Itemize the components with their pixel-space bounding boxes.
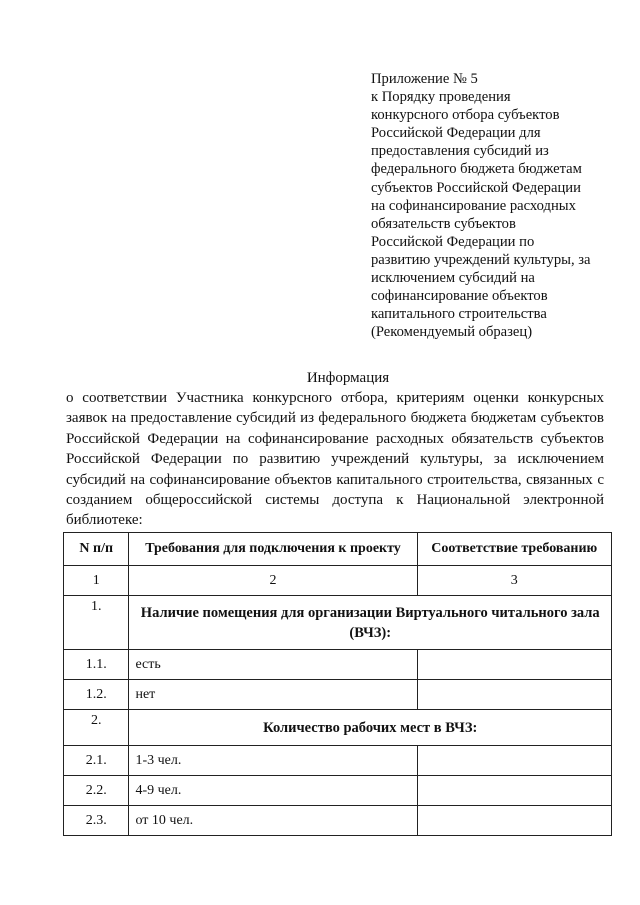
- section-number: 1.: [64, 596, 129, 650]
- section-title: Количество рабочих мест в ВЧЗ:: [129, 710, 612, 746]
- annex-line: софинансирование объектов: [371, 288, 548, 305]
- info-title: Информация: [306, 370, 390, 386]
- column-number: 3: [417, 566, 611, 596]
- row-number: 2.1.: [64, 746, 129, 776]
- requirements-table: [63, 532, 612, 836]
- annex-line: (Рекомендуемый образец): [371, 324, 533, 341]
- row-text: 1-3 чел.: [129, 746, 417, 776]
- compliance-cell[interactable]: [417, 746, 611, 776]
- table-row: [64, 680, 612, 710]
- column-numbers-row: [64, 566, 612, 596]
- table-row: [64, 806, 612, 836]
- annex-line: Приложение № 5: [371, 71, 478, 87]
- annex-line: на софинансирование расходных: [371, 197, 576, 214]
- column-number: 2: [129, 566, 417, 596]
- header-compliance: Соответствие требованию: [417, 533, 611, 566]
- annex-line: Российской Федерации для: [371, 125, 541, 142]
- annex-line: предоставления субсидий из: [371, 143, 549, 160]
- table-row: [64, 650, 612, 680]
- annex-line: к Порядку проведения: [371, 89, 511, 106]
- row-number: 1.1.: [64, 650, 129, 680]
- table-row: [64, 746, 612, 776]
- row-number: 1.2.: [64, 680, 129, 710]
- row-number: 2.2.: [64, 776, 129, 806]
- section-row: [64, 710, 612, 746]
- annex-line: субъектов Российской Федерации: [371, 179, 581, 196]
- header-number: N п/п: [64, 533, 129, 566]
- row-text: 4-9 чел.: [129, 776, 417, 806]
- table-header-row: [64, 533, 612, 566]
- annex-line: развитию учреждений культуры, за: [371, 251, 591, 268]
- annex-header: [371, 70, 621, 341]
- column-number: 1: [64, 566, 129, 596]
- header-requirements: Требования для подключения к проекту: [129, 533, 417, 566]
- annex-line: федерального бюджета бюджетам: [371, 161, 582, 178]
- annex-line: капитального строительства: [371, 306, 547, 323]
- annex-line: исключением субсидий на: [371, 270, 535, 287]
- compliance-cell[interactable]: [417, 650, 611, 680]
- row-number: 2.3.: [64, 806, 129, 836]
- annex-line: обязательств субъектов: [371, 215, 516, 232]
- compliance-cell[interactable]: [417, 776, 611, 806]
- section-row: [64, 596, 612, 650]
- section-title: Наличие помещения для организации Виртуального читального зала (ВЧЗ):: [129, 596, 612, 650]
- row-text: нет: [129, 680, 417, 710]
- table-row: [64, 776, 612, 806]
- compliance-cell[interactable]: [417, 680, 611, 710]
- annex-line: Российской Федерации по: [371, 233, 535, 250]
- row-text: от 10 чел.: [129, 806, 417, 836]
- compliance-cell[interactable]: [417, 806, 611, 836]
- row-text: есть: [129, 650, 417, 680]
- section-number: 2.: [64, 710, 129, 746]
- info-body: о соответствии Участника конкурсного отбора, критериям оценки конкурсных заявок на предоставление субсидий из федерального бюджета бюджетам субъектов Российской Федерации на софинансирование расходных обязательств субъектов Российской Федерации по развитию учреждений культуры, за исключением субсидий на софинансирование объектов капитального строительства, связанных с созданием общероссийской системы доступа к Национальной электронной библиотеке:: [66, 390, 604, 529]
- annex-line: конкурсного отбора субъектов: [371, 107, 560, 124]
